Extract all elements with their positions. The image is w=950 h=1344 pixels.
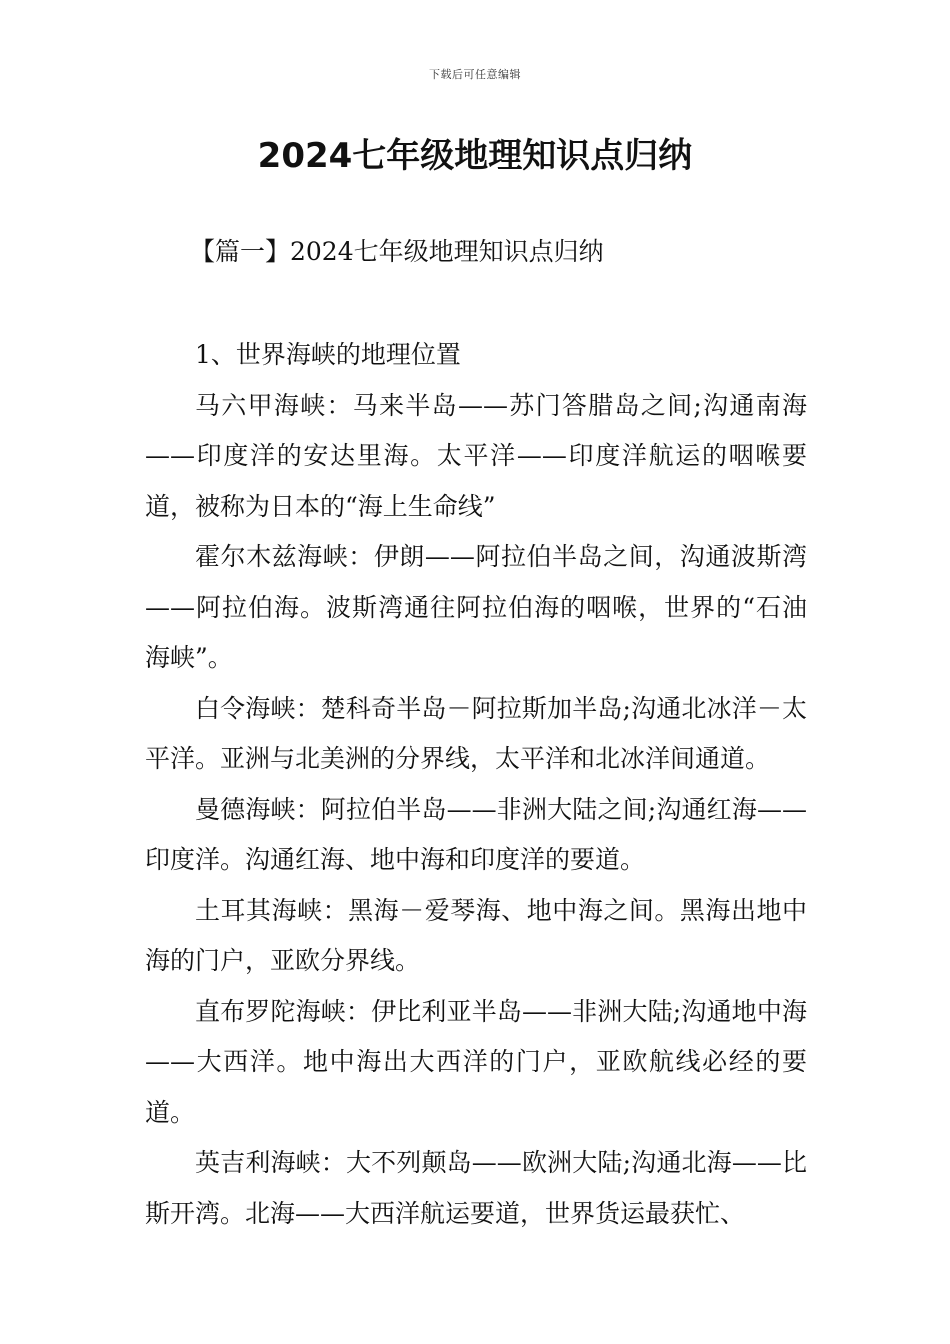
paragraph-heading: 1、世界海峡的地理位置 [195,340,461,369]
paragraph-turkish: 土耳其海峡：黑海－爱琴海、地中海之间。黑海出地中海的门户，亚欧分界线。 [145,895,807,975]
paragraph-mandeb: 曼德海峡：阿拉伯半岛——非洲大陆之间;沟通红海——印度洋。沟通红海、地中海和印度洋的要道。 [145,794,807,874]
paragraph-gibraltar: 直布罗陀海峡：伊比利亚半岛——非洲大陆;沟通地中海——大西洋。地中海出大西洋的门户，亚欧航线必经的要道。 [145,996,807,1127]
paragraph-malacca: 马六甲海峡：马来半岛——苏门答腊岛之间;沟通南海——印度洋的安达里海。太平洋——印度洋航运的咽喉要道，被称为日本的“海上生命线” [145,390,807,521]
body-text [145,330,807,1239]
paragraph-bering: 白令海峡：楚科奇半岛－阿拉斯加半岛;沟通北冰洋－太平洋。亚洲与北美洲的分界线，太平洋和北冰洋间通道。 [145,693,807,773]
paragraph-hormuz: 霍尔木兹海峡：伊朗——阿拉伯半岛之间，沟通波斯湾——阿拉伯海。波斯湾通往阿拉伯海的咽喉，世界的“石油海峡”。 [145,542,807,672]
header-note: 下载后可任意编辑 [429,68,521,81]
section-heading: 【篇一】2024七年级地理知识点归纳 [190,237,604,266]
page-title: 2024七年级地理知识点归纳 [257,136,693,176]
paragraph-english-channel: 英吉利海峡：大不列颠岛——欧洲大陆;沟通北海——比斯开湾。北海——大西洋航运要道，世界货运最获忙、 [145,1148,807,1228]
